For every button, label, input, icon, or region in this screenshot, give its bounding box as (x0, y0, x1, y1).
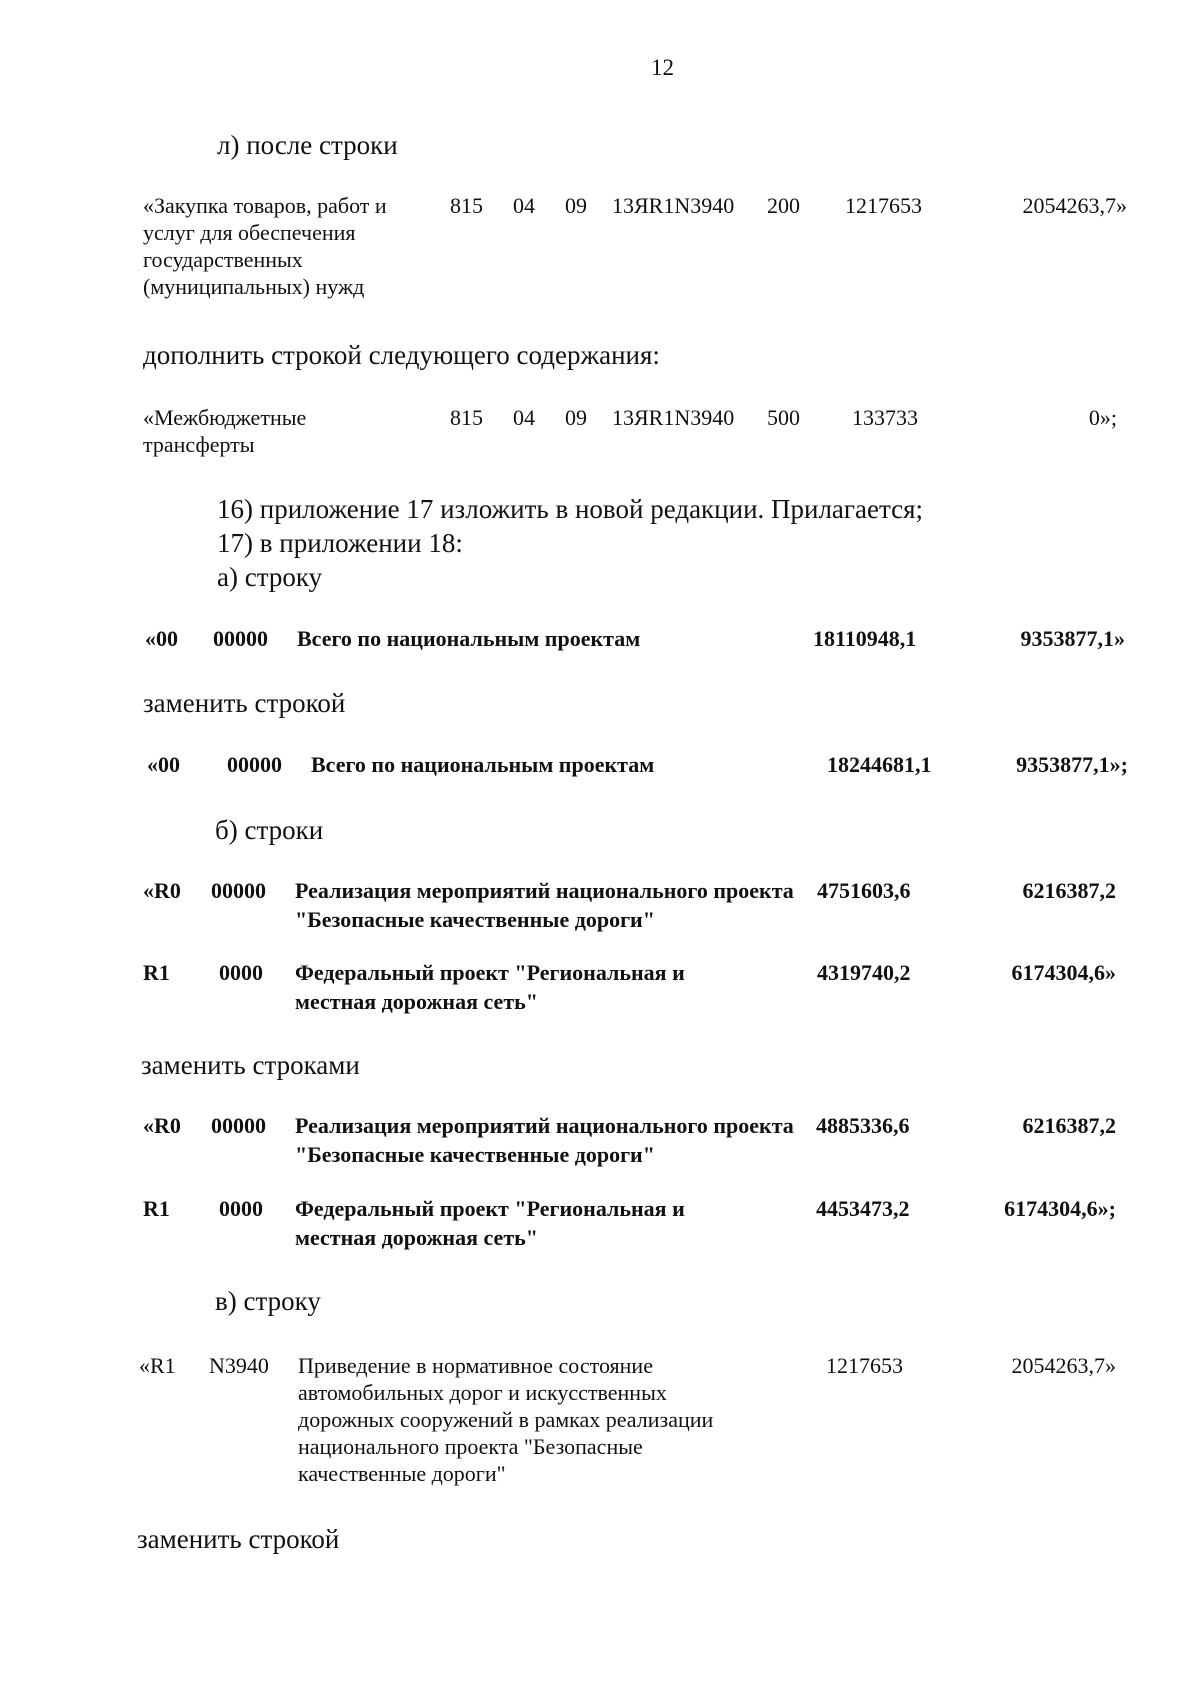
row-code1: «00 (145, 626, 178, 651)
row-sum2: 2054263,7» (1011, 1353, 1116, 1378)
row-sum1: 4319740,2 (817, 960, 911, 985)
row-code2: 0000 (219, 1196, 263, 1221)
row-sum1: 4453473,2 (816, 1196, 910, 1221)
row-code1: R1 (143, 960, 170, 985)
row-code2: 00000 (213, 626, 268, 651)
row-description: Всего по национальным проектам (311, 752, 655, 777)
row-code2: 00000 (227, 752, 282, 777)
row-type: 500 (767, 405, 800, 430)
row-sum1: 1217653 (845, 193, 922, 218)
row-description: «Закупка товаров, работ и услуг для обеспечения государственных (муниципальных) нужд (143, 193, 387, 299)
row-sum2: 6174304,6» (1011, 960, 1116, 985)
row-target: 13ЯR1N3940 (612, 193, 735, 218)
item-16: 16) приложение 17 изложить в новой редакции. Прилагается; (217, 494, 923, 524)
row-sum2: 9353877,1»; (1016, 752, 1128, 777)
replace-rows-instruction: заменить строками (141, 1050, 360, 1080)
item-17: 17) в приложении 18: (217, 528, 463, 558)
row-description: Всего по национальным проектам (297, 626, 641, 651)
row-code2: 00000 (211, 1113, 266, 1138)
row-code1: «00 (147, 752, 180, 777)
row-subsection: 09 (565, 405, 587, 430)
row-sum1: 4751603,6 (817, 878, 911, 903)
row-code1: R1 (143, 1196, 170, 1221)
row-code2: N3940 (209, 1353, 269, 1378)
page-number: 12 (651, 55, 674, 80)
item-v-heading: в) строку (215, 1286, 321, 1316)
row-description: Федеральный проект "Региональная и местная дорожная сеть" (295, 1196, 685, 1250)
row-sum2: 6216387,2 (1022, 1113, 1116, 1138)
item-l-heading: л) после строки (217, 130, 398, 160)
row-sum1: 18244681,1 (827, 752, 932, 777)
row-sum1: 18110948,1 (813, 626, 917, 651)
row-section: 04 (513, 405, 535, 430)
row-code1: «R1 (139, 1353, 176, 1378)
row-description: Приведение в нормативное состояние автомобильных дорог и искусственных дорожных сооружений в рамках реализации национального проекта "Безопасные качественные дороги" (298, 1353, 714, 1486)
row-description: Реализация мероприятий национального проекта "Безопасные качественные дороги" (295, 1113, 794, 1167)
row-section: 04 (513, 193, 535, 218)
row-type: 200 (767, 193, 800, 218)
row-sum2: 6174304,6»; (1004, 1196, 1116, 1221)
row-description: Федеральный проект "Региональная и местная дорожная сеть" (295, 960, 685, 1014)
row-code1: «R0 (143, 1113, 181, 1138)
row-sum2: 0»; (1088, 405, 1117, 430)
row-sum1: 4885336,6 (816, 1113, 910, 1138)
row-sum1: 133733 (852, 405, 918, 430)
row-sum2: 6216387,2 (1022, 878, 1116, 903)
row-code2: 00000 (211, 878, 266, 903)
row-description: «Межбюджетные трансферты (143, 405, 307, 457)
row-sum2: 2054263,7» (1022, 193, 1127, 218)
row-sum1: 1217653 (826, 1353, 903, 1378)
item-b-heading: б) строки (215, 815, 324, 845)
replace-instruction-2: заменить строкой (137, 1524, 340, 1554)
supplement-instruction: дополнить строкой следующего содержания: (143, 340, 660, 370)
row-code2: 0000 (219, 960, 263, 985)
row-description: Реализация мероприятий национального проекта "Безопасные качественные дороги" (295, 878, 794, 932)
row-ministry: 815 (450, 193, 483, 218)
item-a-heading: а) строку (217, 562, 323, 592)
row-subsection: 09 (565, 193, 587, 218)
row-ministry: 815 (450, 405, 483, 430)
replace-instruction: заменить строкой (143, 688, 346, 718)
row-code1: «R0 (143, 878, 181, 903)
row-target: 13ЯR1N3940 (612, 405, 735, 430)
row-sum2: 9353877,1» (1020, 626, 1125, 651)
